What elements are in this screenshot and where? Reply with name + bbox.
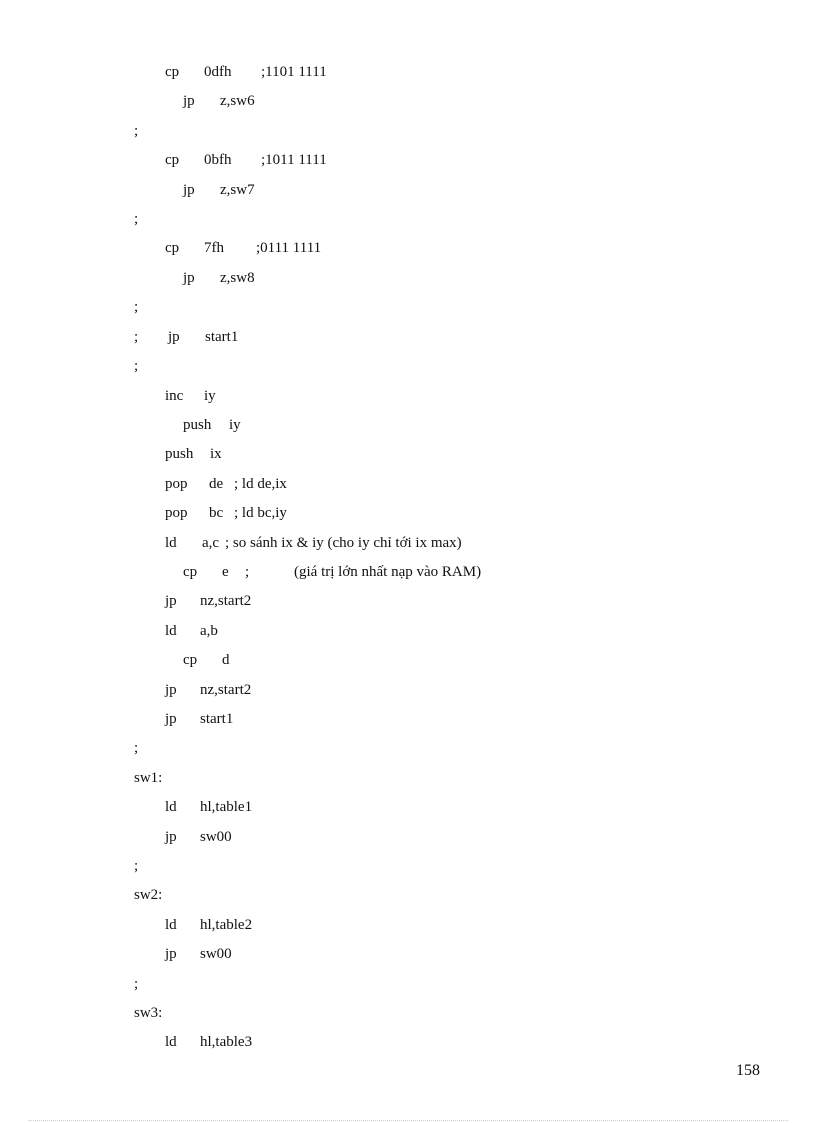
code-op: pop	[165, 476, 188, 492]
code-arg: hl,table2	[200, 917, 253, 933]
code-line	[0, 180, 255, 200]
code-arg: z,sw8	[220, 270, 255, 286]
code-op: jp	[183, 93, 195, 109]
code-line	[0, 150, 327, 170]
code-arg: a,c	[202, 535, 220, 551]
page-number: 158	[736, 1062, 760, 1079]
code-line	[0, 474, 287, 494]
code-arg: 0bfh	[204, 152, 232, 168]
code-label: sw1:	[134, 770, 163, 786]
code-line	[0, 62, 327, 82]
code-arg: nz,start2	[200, 682, 252, 698]
code-op: jp	[165, 946, 177, 962]
code-arg: e	[222, 564, 229, 580]
code-op: inc	[165, 388, 184, 404]
code-op: ld	[165, 623, 177, 639]
code-arg: sw00	[200, 829, 232, 845]
code-arg: sw00	[200, 946, 232, 962]
code-arg: 0dfh	[204, 64, 232, 80]
code-op: cp	[183, 564, 198, 580]
code-arg: z,sw6	[220, 93, 255, 109]
code-arg: ix	[210, 446, 222, 462]
code-line	[0, 650, 230, 670]
code-line	[0, 209, 139, 229]
code-arg: start1	[200, 711, 234, 727]
code-comment: ;	[134, 299, 139, 315]
code-comment-note: (giá trị lớn nhất nạp vào RAM)	[294, 564, 482, 580]
code-line	[0, 297, 139, 317]
code-line	[0, 415, 241, 435]
code-comment: ;	[245, 564, 250, 580]
code-line	[0, 238, 322, 258]
code-comment: ;	[134, 123, 139, 139]
code-line	[0, 1032, 253, 1052]
code-arg: start1	[205, 329, 239, 345]
code-op: jp	[165, 593, 177, 609]
code-op: jp	[168, 329, 180, 345]
code-arg: a,b	[200, 623, 218, 639]
code-line	[0, 680, 252, 700]
code-arg: 7fh	[204, 240, 224, 256]
code-arg: iy	[229, 417, 241, 433]
code-line	[0, 562, 482, 582]
code-op: push	[183, 417, 212, 433]
code-line	[0, 856, 139, 876]
code-line	[0, 738, 139, 758]
code-line	[0, 91, 255, 111]
code-line	[0, 444, 222, 464]
code-comment: ;	[134, 976, 139, 992]
code-label-line	[0, 885, 163, 905]
code-op: cp	[165, 64, 180, 80]
code-line	[0, 121, 139, 141]
code-line	[0, 621, 218, 641]
code-op: cp	[183, 652, 198, 668]
code-line	[0, 591, 252, 611]
code-line	[0, 944, 232, 964]
code-line	[0, 327, 239, 347]
code-line	[0, 533, 462, 553]
code-op: ld	[165, 1034, 177, 1050]
code-op: jp	[165, 711, 177, 727]
code-arg: hl,table3	[200, 1034, 253, 1050]
code-comment: ;	[134, 740, 139, 756]
code-comment: ;	[134, 211, 139, 227]
code-arg: d	[222, 652, 230, 668]
code-op: jp	[183, 182, 195, 198]
code-label: sw2:	[134, 887, 163, 903]
code-comment: ;1011 1111	[261, 152, 327, 168]
code-arg: nz,start2	[200, 593, 252, 609]
code-op: cp	[165, 240, 180, 256]
code-comment: ; ld de,ix	[234, 476, 287, 492]
code-line	[0, 797, 253, 817]
code-comment: ;0111 1111	[256, 240, 322, 256]
code-arg: bc	[209, 505, 224, 521]
code-comment: ;1101 1111	[261, 64, 327, 80]
code-comment: ;	[134, 329, 139, 345]
code-op: ld	[165, 535, 177, 551]
code-comment: ;	[134, 858, 139, 874]
code-comment: ; so sánh ix & iy (cho iy chỉ tới ix max)	[225, 535, 462, 551]
page-bottom-divider	[28, 1120, 788, 1121]
code-line	[0, 974, 139, 994]
code-arg: iy	[204, 388, 216, 404]
code-label-line	[0, 768, 163, 788]
code-op: push	[165, 446, 194, 462]
code-label-line	[0, 1003, 163, 1023]
code-line	[0, 386, 216, 406]
code-arg: de	[209, 476, 224, 492]
code-op: cp	[165, 152, 180, 168]
code-op: jp	[183, 270, 195, 286]
code-arg: z,sw7	[220, 182, 255, 198]
code-line	[0, 827, 232, 847]
code-line	[0, 268, 255, 288]
code-op: ld	[165, 799, 177, 815]
code-line	[0, 709, 234, 729]
code-comment: ; ld bc,iy	[234, 505, 287, 521]
code-line	[0, 356, 139, 376]
code-op: jp	[165, 682, 177, 698]
code-op: ld	[165, 917, 177, 933]
code-arg: hl,table1	[200, 799, 253, 815]
code-comment: ;	[134, 358, 139, 374]
code-line	[0, 915, 253, 935]
code-label: sw3:	[134, 1005, 163, 1021]
code-line	[0, 503, 287, 523]
code-op: jp	[165, 829, 177, 845]
code-op: pop	[165, 505, 188, 521]
